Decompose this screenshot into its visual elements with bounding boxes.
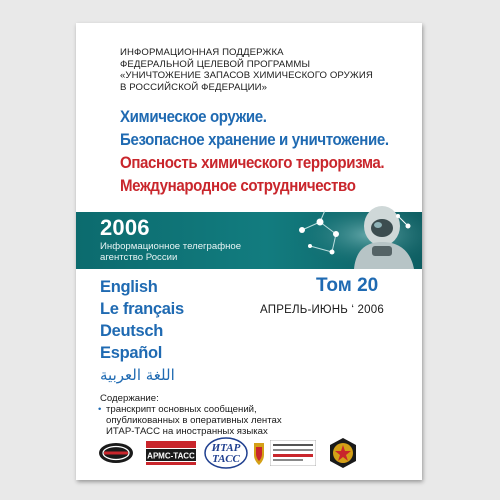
language-arabic: اللغة العربية (100, 366, 175, 384)
agency-caption (100, 241, 300, 263)
title-safe-storage: Безопасное хранение и уничтожение. (120, 131, 389, 149)
bullet-icon: • (98, 404, 102, 415)
magazine-cover (76, 23, 422, 480)
emblem-logo (328, 437, 358, 469)
support-line: ФЕДЕРАЛЬНОЙ ЦЕЛЕВОЙ ПРОГРАММЫ (120, 58, 311, 70)
hazmat-molecule-illustration (292, 200, 422, 269)
contents-line: опубликованных в оперативных лентах (106, 415, 282, 426)
coat-of-arms-icon (252, 439, 266, 467)
contents-line: ИТАР-ТАСС на иностранных языках (106, 426, 268, 437)
tass-oval-logo (98, 441, 134, 465)
support-line: «УНИЧТОЖЕНИЕ ЗАПАСОВ ХИМИЧЕСКОГО ОРУЖИЯ (120, 70, 373, 81)
arms-tass-text: АРМС-ТАСС (147, 451, 195, 461)
contents-item (100, 404, 400, 437)
title-terrorism-danger: Опасность химического терроризма. (120, 154, 385, 172)
contents-line: транскрипт основных сообщений, (106, 404, 257, 415)
support-line: ИНФОРМАЦИОННАЯ ПОДДЕРЖКА (120, 47, 284, 58)
itar-text: ИТАР (211, 442, 241, 454)
itar-tass-logo (204, 437, 248, 469)
arms-tass-logo (146, 441, 196, 465)
title-international-cooperation: Международное сотрудничество (120, 177, 356, 195)
language-german: Deutsch (100, 322, 163, 340)
language-french: Le français (100, 300, 184, 318)
support-line: В РОССИЙСКОЙ ФЕДЕРАЦИИ» (120, 81, 268, 93)
language-english: English (100, 278, 158, 296)
federal-agency-logo (270, 440, 316, 466)
year-band (76, 212, 422, 269)
contents-heading: Содержание: (100, 393, 159, 404)
language-spanish: Español (100, 344, 163, 362)
agency-line: Информационное телеграфное (100, 241, 242, 252)
title-chemical-weapons: Химическое оружие. (120, 108, 267, 126)
contents-section (100, 393, 400, 437)
band-year: 2006 (100, 215, 150, 240)
program-support-heading (120, 47, 420, 93)
tass-text: ТАСС (212, 453, 240, 465)
cover-titles (120, 106, 399, 198)
language-list (100, 276, 184, 386)
agency-line: агентство России (100, 252, 178, 263)
issue-period: АПРЕЛЬ-ИЮНЬ ‘ 2006 (260, 304, 384, 316)
partner-logos (96, 437, 406, 469)
volume-number: Том 20 (316, 275, 379, 296)
